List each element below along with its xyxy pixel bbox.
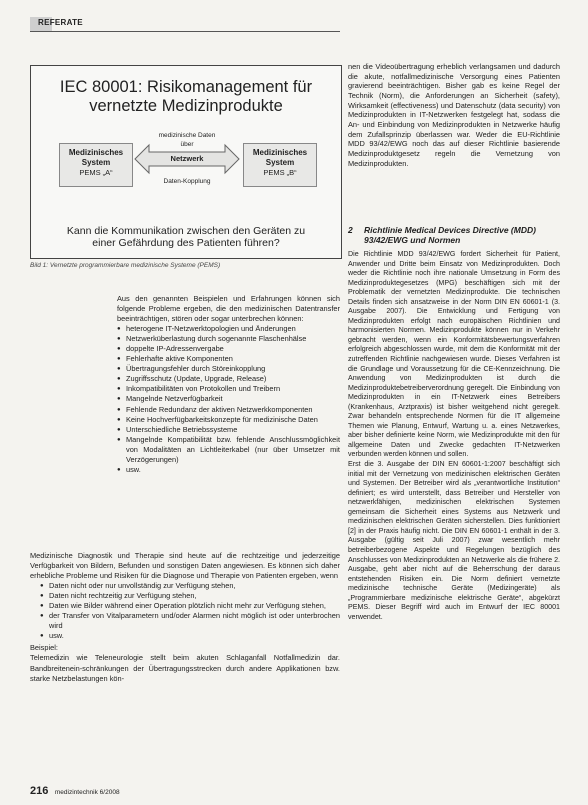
- risk-list: [40, 581, 340, 641]
- section-label: REFERATE: [38, 18, 83, 27]
- network-label: Netzwerk: [170, 154, 204, 163]
- section-title: Richtlinie Medical Devices Directive (MDD) 93/42/EWG und Normen: [364, 225, 536, 245]
- journal-source: medizintechnik 6/2008: [54, 789, 120, 796]
- right-column-body: [348, 250, 560, 622]
- example-label: Beispiel:: [30, 643, 58, 653]
- list-item: ● Fehlende Redundanz der aktiven Netzwerkkomponenten: [117, 405, 340, 415]
- right-system-box: [243, 143, 317, 187]
- left-system-title-line1: Medizinisches: [68, 148, 124, 157]
- list-item: ● Fehlerhafte aktive Komponenten: [117, 354, 340, 364]
- top-label-line1: medizinische Daten: [158, 132, 216, 139]
- left-column-lower: [30, 551, 340, 684]
- list-item: ● Daten wie Bilder während einer Operation plötzlich nicht mehr zur Verfügung stehen,: [40, 601, 340, 611]
- list-item: ● Netzwerküberlastung durch sogenannte Flaschenhälse: [117, 334, 340, 344]
- list-item: ● usw.: [117, 465, 340, 475]
- figure-question: [37, 225, 335, 249]
- section-number: 2: [348, 225, 353, 235]
- problem-list: [117, 324, 340, 475]
- list-item: ● Keine Hochverfügbarkeitskonzepte für medizinische Daten: [117, 415, 340, 425]
- list-item: ● der Transfer von Vitalparametern und/oder Alarmen nicht möglich ist oder unterbrochen wird: [40, 611, 340, 631]
- figure-box: [30, 65, 342, 259]
- list-item: ● Daten nicht oder nur unvollständig zur Verfügung stehen,: [40, 581, 340, 591]
- list-item: ● Zugriffsschutz (Update, Upgrade, Release): [117, 374, 340, 384]
- left-system-box: [59, 143, 133, 187]
- question-line2: einer Gefährdung des Patienten führen?: [92, 237, 280, 249]
- list-item: ● usw.: [40, 631, 340, 641]
- figure-title-line2: vernetzte Medizinprodukte: [89, 97, 283, 115]
- bottom-label: Daten-Kopplung: [163, 178, 211, 185]
- figure-title-line1: IEC 80001: Risikomanagement für: [59, 78, 313, 96]
- section-heading: [348, 225, 560, 245]
- list-item: ● Unterschiedliche Betriebssysteme: [117, 425, 340, 435]
- right-system-title-line1: Medizinisches: [252, 148, 308, 157]
- list-item: ● Übertragungsfehler durch Störeinkopplung: [117, 364, 340, 374]
- list-item: ● doppelte IP-Adressenvergabe: [117, 344, 340, 354]
- intro-paragraph: Aus den genannten Beispielen und Erfahrungen können sich folgende Probleme ergeben, die den medizinischen Datentransfer beeinträchtigen, stören oder sogar unterbrechen können:: [117, 294, 340, 324]
- list-item: ● Inkompatibilitäten von Protokollen und Treibern: [117, 384, 340, 394]
- left-system-title-line2: System: [81, 158, 111, 167]
- question-line1: Kann die Kommunikation zwischen den Geräten zu: [66, 225, 306, 237]
- list-item: ● Mangelnde Kompatibilität bzw. fehlende Anschlussmöglichkeit von Modalitäten an Lichtleiterkabel (nur über Umsetzer mit Verzögerungen): [117, 435, 340, 465]
- left-column: [117, 294, 340, 475]
- list-item: ● Daten nicht rechtzeitig zur Verfügung stehen,: [40, 591, 340, 601]
- list-item: ● Mangelnde Netzverfügbarkeit: [117, 394, 340, 404]
- example-paragraph: Telemedizin wie Teleneurologie stellt beim akuten Schlaganfall Notfallmedizin dar. Bandbreitenein-schränkungen der Übertragungsstrecken durch andere Applikationen bzw. starke Netzbelastungen kön-: [30, 653, 340, 683]
- body-paragraph: Die Richtlinie MDD 93/42/EWG fordert Sicherheit für Patient, Anwender und Dritte beim Einsatz von Medizinprodukten. Doch weder die Richtlinie noch ihre nationale Umsetzung in Form des Medizinproduktegesetzes (MPG) beschäftigen sich mit der Problematik der vernetzten Medizinprodukte. Die technischen Details finden sich ansatzweise in der Norm DIN EN 60601-1 (3. Ausgabe 2007). Die Entwicklung und Fertigung von Medizinprodukten erfolgt nach europäischen Richtlinien und harmonisierten Normen. Medizinprodukte können nur in Verkehr gebracht werden, wenn ein Konformitätsbewertungsverfahren erfolgreich abgeschlossen wurde, mit dem die Konformität mit der zutreffenden Richtlinie nachgewiesen wurde. Dieses Verfahren ist die Grundlage und Voraussetzung für die CE-Kennzeichnung. Die Anwendung von Medizinprodukten ist durch die Medizinproduktebetreiberverordnung geregelt. Die Einbindung von Medizinprodukten in ein IT-Netzwerk eines Betreibers (Krankenhaus, Arztpraxis) ist bisher weitgehend nicht geregelt. Zwar behandeln entsprechende Normen für die IT allgemeine Themen wie Planung, Entwurf, Wartung u. a. eines Netzwerkes, aber bisher definierte keine Norm, wie Medizinprodukte mit den für allgemeine Daten und Zwecke gedachten IT-Netzwerken verbunden werden können und sollen.: [348, 250, 560, 459]
- risk-paragraph: Medizinische Diagnostik und Therapie sind heute auf die rechtzeitige und jederzeitige Verfügbarkeit von Bildern, Befunden und sonstigen Daten angewiesen. Es können sich daher erhebliche Probleme und Risiken für die Diagnose und Therapie von Patienten ergeben, wenn: [30, 551, 340, 581]
- figure-caption: Bild 1: Vernetzte programmierbare medizinische Systeme (PEMS): [30, 262, 221, 269]
- header-rule: [30, 31, 340, 32]
- figure-title: [31, 78, 341, 116]
- body-paragraph-2: Erst die 3. Ausgabe der DIN EN 60601-1:2007 beschäftigt sich initial mit der Vernetzung von medizinischen elektrischen Geräten und Systemen. Der Betreiber wird als „verantwortliche Institution“ definiert; es wird unterstellt, dass Betreiber und Hersteller von netzwerkfähigen, medizinischen elektrischen Systemen gemeinsam die Sicherheit eines Systems aus Netzwerk und medizinischen elektrischen Geräten sicherstellen. Dies funktioniert [2] in der Praxis häufig nicht. Die DIN EN 60601-1 enthält in der 3. Ausgabe (gültig seit Juli 2007) zwar wesentlich mehr betreiberbezogene Aspekte und Regelungen bezüglich des Anschlusses von Medizinprodukten an Netzwerke als die frühere 2. Ausgabe, geht aber nicht auf die Beherrschung der daraus entstehenden Risiken ein. Die Norm definiert vernetzte medizinische technische Geräte (Medizingeräte) als „Programmierbare medizinische elektrische Geräte“, abgekürzt PEMS. Dieser Begriff wird auch im Entwurf der IEC 80001 verwendet.: [348, 460, 560, 621]
- right-system-label: PEMS „B“: [263, 168, 297, 177]
- page-footer: [30, 785, 120, 797]
- right-column-top: [348, 62, 560, 168]
- right-system-title-line2: System: [265, 158, 295, 167]
- page-number: 216: [30, 785, 49, 797]
- continuation-paragraph: nen die Videoübertragung erheblich verlangsamen und dadurch die akute, notfallmedizinische Versorgung eines Patienten gravierend beeinträchtigen. Bisher gab es keine Regel der Technik (Norm), die Anforderungen an Sicherheit (safety), Wirksamkeit (effectiveness) und Datenschutz (data security) von Medizinprodukten in IT-Netzwerken festgelegt hat, sodass die An- und Einbindung von Medizinprodukten in Netzwerke häufig dem Zufallsprinzip überlassen war. Weder die EU-Richtlinie MDD 93/42/EWG noch das auf dieser Richtlinie basierende Medizinproduktgesetz regeln die Vernetzung von Medizinprodukten.: [348, 62, 560, 168]
- left-system-label: PEMS „A“: [79, 168, 113, 177]
- list-item: ● heterogene IT-Netzwerktopologien und Änderungen: [117, 324, 340, 334]
- top-label-line2: über: [180, 141, 194, 148]
